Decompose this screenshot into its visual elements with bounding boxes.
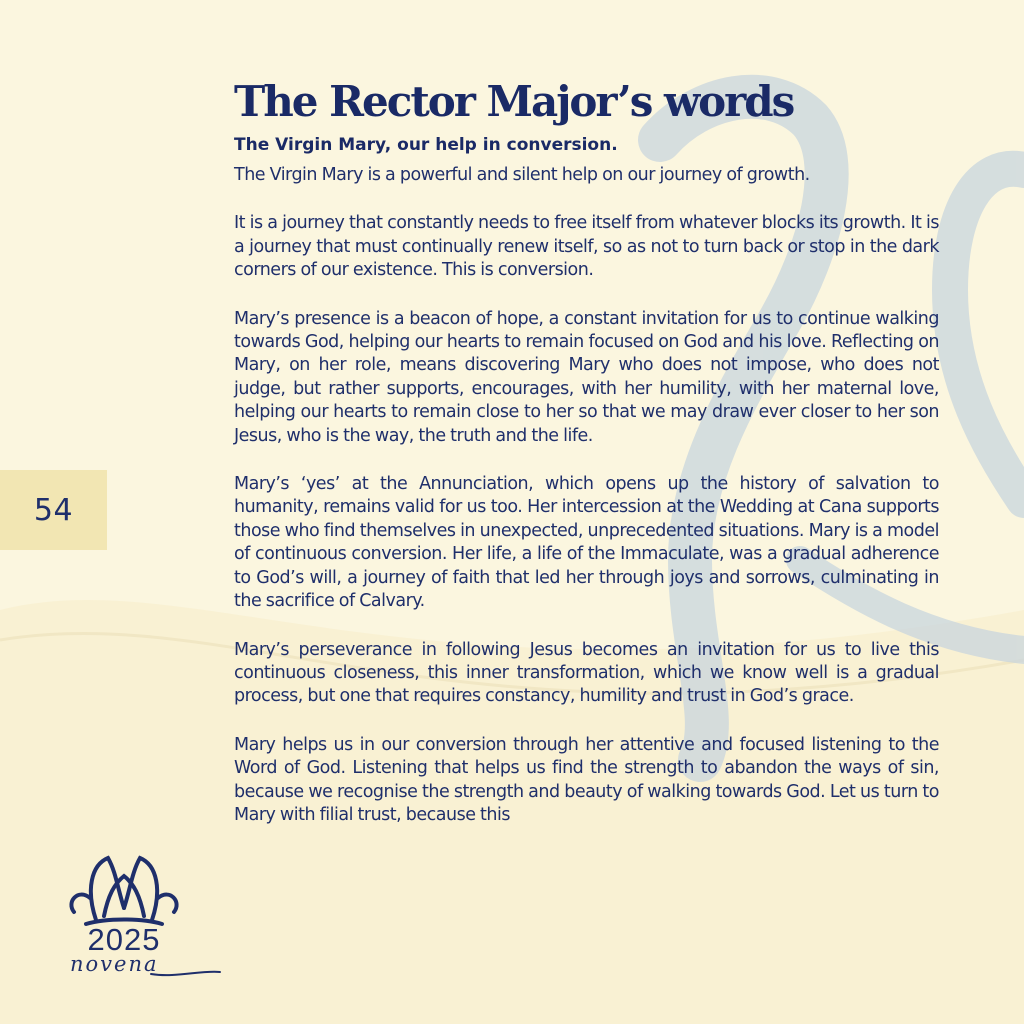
logo-year: 2025 [87, 922, 161, 957]
page-number: 54 [33, 492, 74, 528]
logo-word: novena [70, 952, 159, 976]
page-title: The Rector Major’s words [234, 77, 794, 126]
body-paragraph: It is a journey that constantly needs to free itself from whatever blocks its growth. It is a journey that must continually renew itself, so as not to turn back or stop in the dark corners of our existence. This is conversion. [234, 213, 939, 281]
page-number-tab [0, 470, 107, 550]
page-subtitle: The Virgin Mary, our help in conversion. [234, 135, 618, 155]
body-paragraph: The Virgin Mary is a powerful and silent help on our journey of growth. [234, 165, 810, 185]
novena-logo [56, 850, 222, 980]
body-paragraph: Mary helps us in our conversion through her attentive and focused listening to the Word of God. Listening that helps us find the strength to abandon the ways of sin, because we recognise the strength and beauty of walking towards God. Let us turn to Mary with filial trust, because this [234, 734, 939, 825]
marian-monogram-icon [56, 850, 196, 930]
body-paragraph: Mary’s presence is a beacon of hope, a constant invitation for us to continue walking towards God, helping our hearts to remain focused on God and his love. Reflecting on Mary, on her role, means discovering Mary who does not impose, who does not judge, but rather supports, encourages, with her humility, with her maternal love, helping our hearts to remain close to her so that we may draw ever closer to her son Jesus, who is the way, the truth and the life. [234, 308, 939, 446]
body-paragraph: Mary’s ‘yes’ at the Annunciation, which opens up the history of salvation to humanity, remains valid for us too. Her intercession at the Wedding at Cana supports those who find themselves in unexpected, unprecedented situations. Mary is a model of continuous conversion. Her life, a life of the Immaculate, was a gradual adherence to God’s will, a journey of faith that led her through joys and sorrows, culminating in the sacrifice of Calvary. [234, 474, 939, 612]
body-paragraph: Mary’s perseverance in following Jesus becomes an invitation for us to live this continuous closeness, this inner transformation, which we know well is a gradual process, but one that requires constancy, humility and trust in God’s grace. [234, 639, 939, 707]
logo-underline [56, 960, 222, 980]
article [234, 74, 939, 852]
